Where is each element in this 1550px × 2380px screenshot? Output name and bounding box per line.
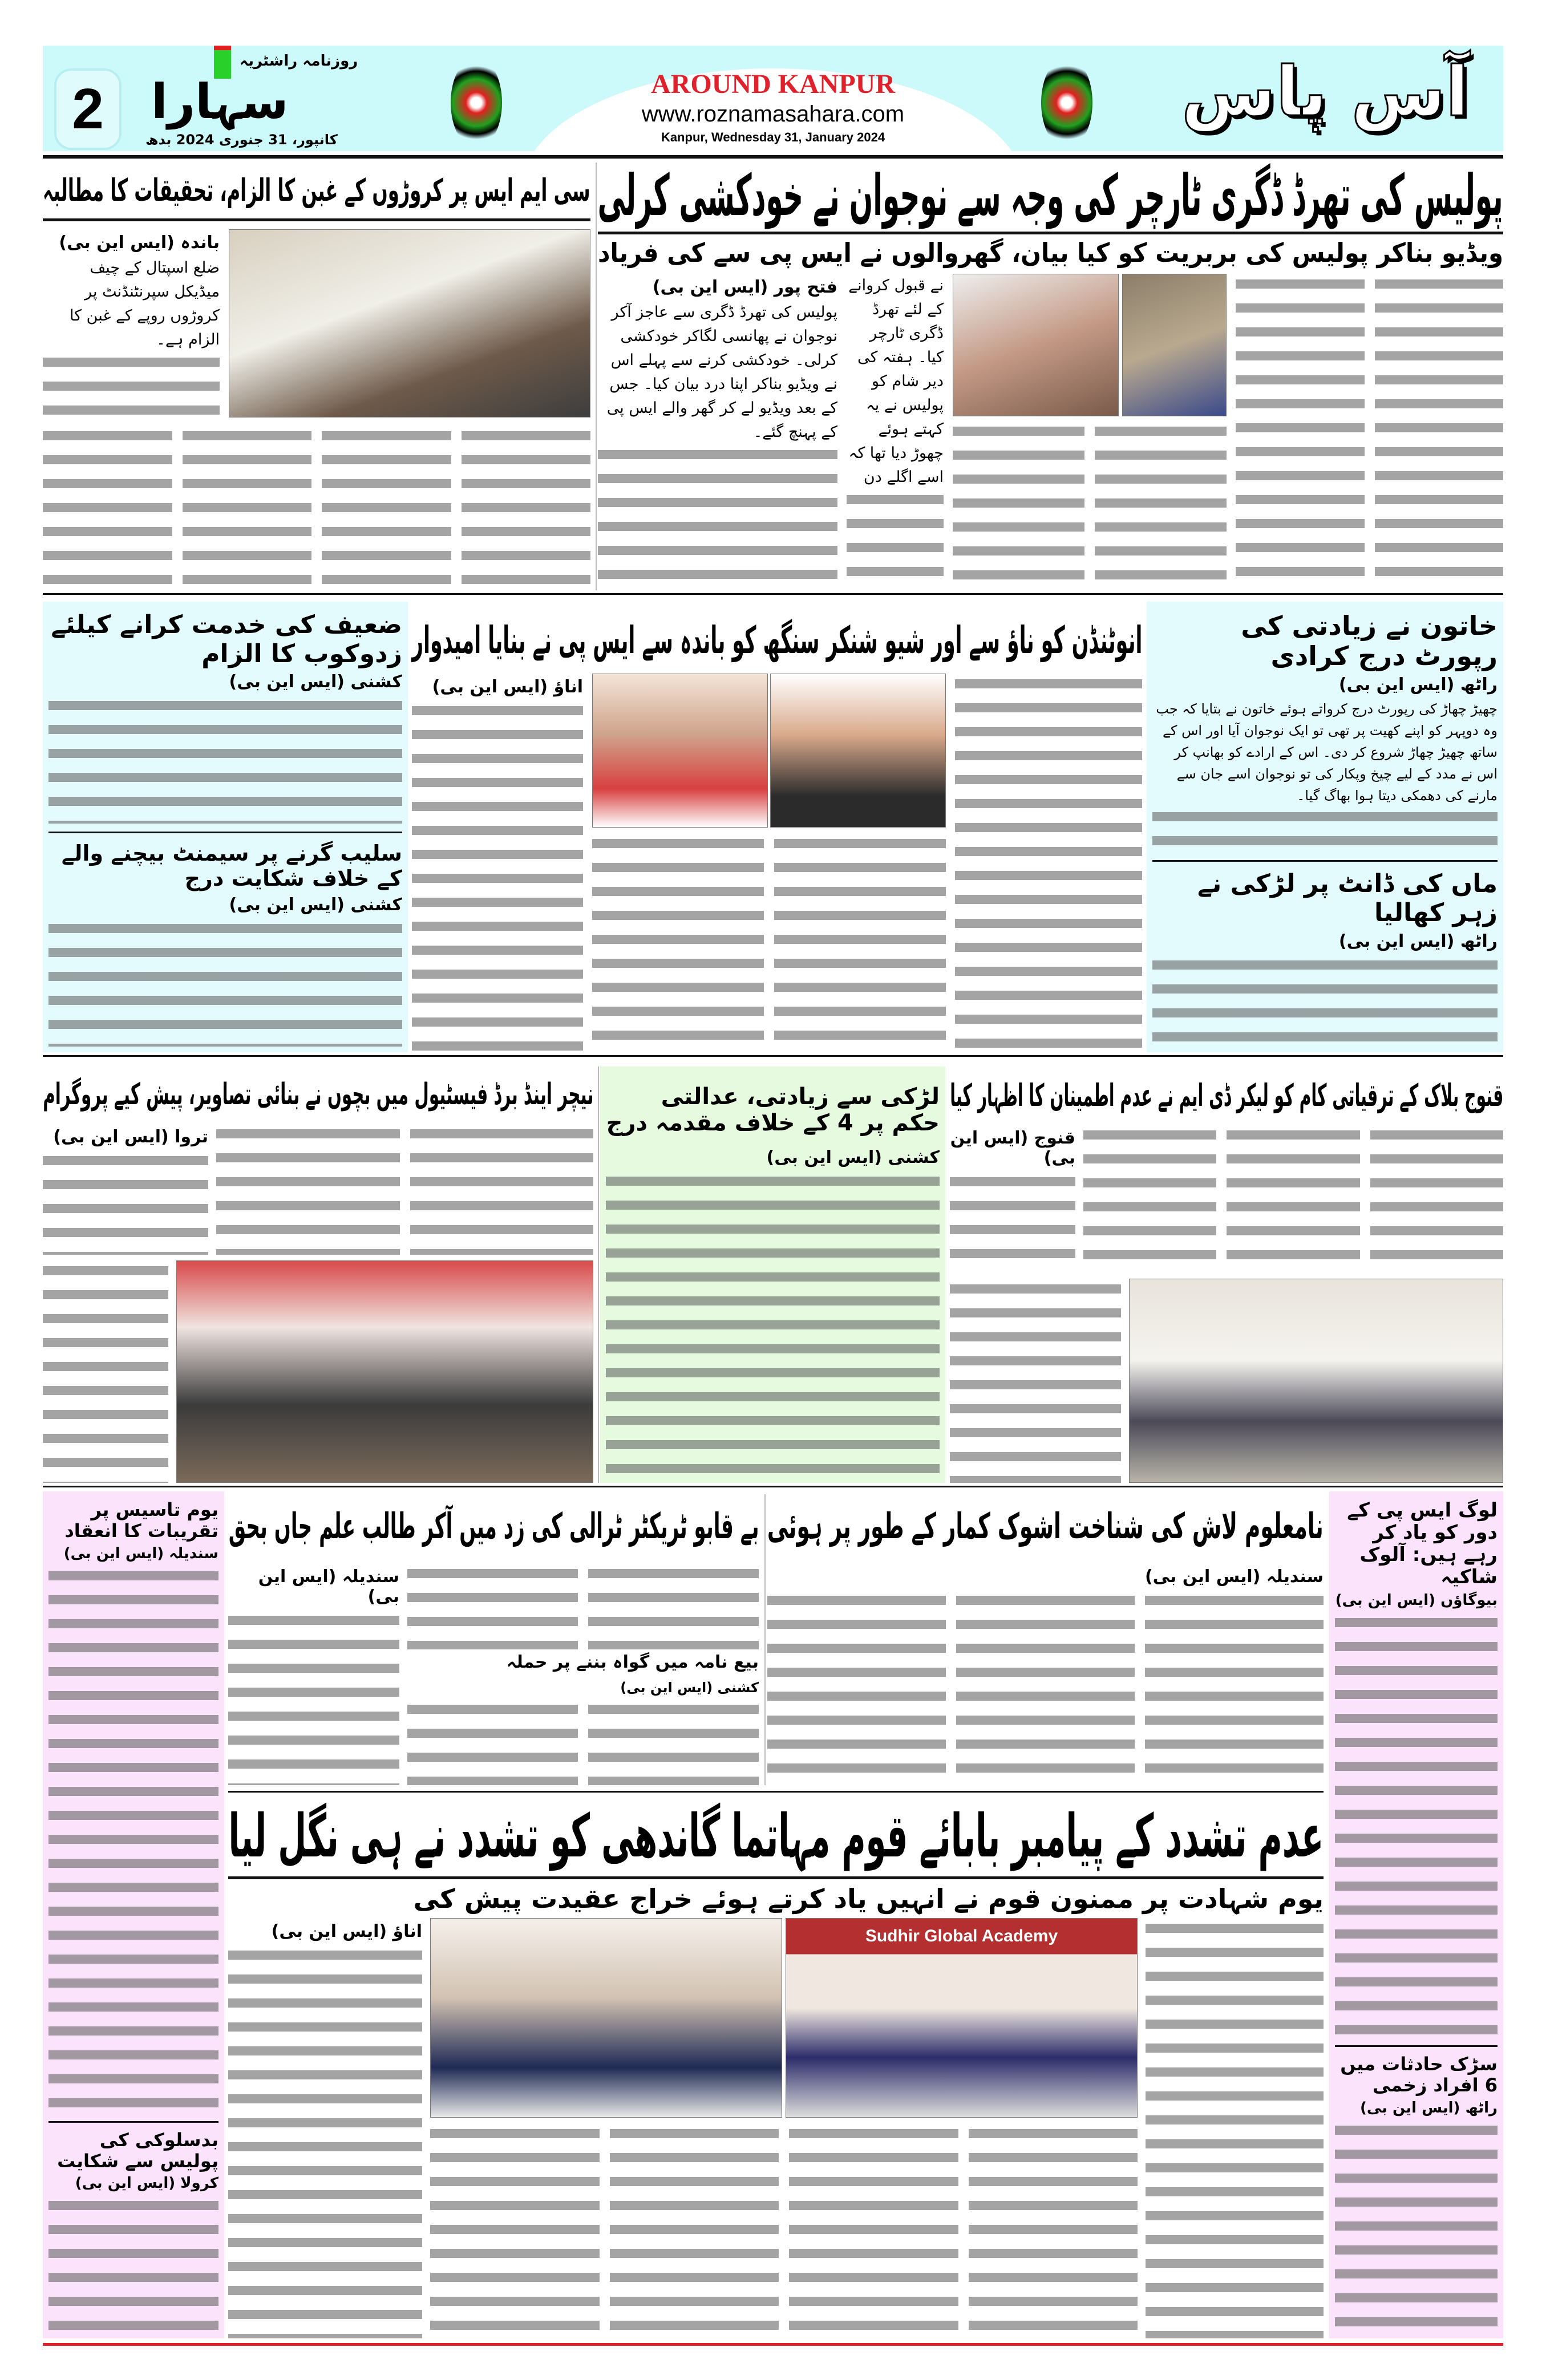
text-column bbox=[950, 1171, 1075, 1273]
text-column bbox=[462, 425, 591, 590]
text-column bbox=[606, 1171, 940, 1477]
dateline: سندیلہ (ایس این بی) bbox=[63, 1544, 218, 1562]
article-gandhi bbox=[228, 1797, 1324, 2338]
text-column bbox=[43, 1150, 208, 1255]
text-column bbox=[228, 1945, 422, 2338]
headline: خاتون نے زیادتی کی رپورٹ درج کرادی bbox=[1241, 610, 1498, 671]
masthead bbox=[43, 46, 1503, 151]
text-column bbox=[1375, 274, 1504, 590]
column-divider bbox=[596, 163, 597, 590]
text-column bbox=[407, 1563, 578, 1649]
article-text bbox=[1152, 955, 1498, 1047]
text-column bbox=[1370, 1125, 1503, 1273]
divider bbox=[1335, 2045, 1498, 2047]
headline: سڑک حادثات میں 6 افراد زخمی bbox=[1340, 2053, 1498, 2096]
article-text bbox=[1146, 1918, 1324, 2338]
article-body: نے قبول کروانے کے لئے تھرڈ ڈگری ٹارچر کیا۔ ہفتہ کی دیر شام کو پولیس نے یہ کہتے ہوئے چھوڑ دیا تھا کہ اسے اگلے دن bbox=[848, 276, 944, 486]
text-column bbox=[953, 421, 1084, 590]
text-column bbox=[43, 352, 220, 417]
article-text bbox=[43, 1260, 168, 1483]
article-text bbox=[953, 421, 1227, 590]
dateline: کشنی (ایس این بی) bbox=[229, 894, 402, 915]
section-title-en: AROUND KANPUR bbox=[651, 69, 895, 99]
dateline: اناؤ (ایس این بی) bbox=[432, 676, 583, 697]
award-ceremony-photo bbox=[176, 1260, 593, 1483]
headline: بدسلوکی کی پولیس سے شکایت bbox=[57, 2128, 218, 2172]
text-column bbox=[407, 1699, 578, 1785]
article-text bbox=[1335, 2120, 1498, 2333]
headline: قنوج بلاک کے ترقیاتی کام کو لیکر ڈی ایم نے عدم اطمینان کا اظہار کیا bbox=[949, 1077, 1503, 1113]
urdu-date: کانپور، 31 جنوری 2024 بدھ bbox=[145, 132, 338, 148]
footer-rule bbox=[43, 2343, 1503, 2346]
column-divider bbox=[764, 1494, 766, 1785]
headline: نیچر اینڈ برڈ فیسٹیول میں بچوں نے بنائی تصاویر، پیش کیے پروگرام bbox=[42, 1077, 593, 1112]
school-tribute-photo bbox=[786, 1918, 1138, 2118]
page-number: 2 bbox=[54, 68, 122, 150]
subheadline: یوم شہادت پر ممنون قوم نے انہیں یاد کرتے ہوئے خراج عقیدت پیش کی bbox=[413, 1883, 1324, 1914]
text-column bbox=[1145, 1590, 1324, 1785]
article-kannauj bbox=[950, 1067, 1503, 1483]
dateline: باندہ (ایس این بی) bbox=[59, 233, 220, 253]
headline: سلیب گرنے پر سیمنٹ بیچنے والے کے خلاف شکایت درج bbox=[61, 841, 402, 891]
dateline: اناؤ (ایس این بی) bbox=[271, 1921, 422, 1942]
text-column bbox=[610, 2123, 779, 2338]
text-column bbox=[767, 1590, 946, 1785]
dateline: سندیلہ (ایس این بی) bbox=[1144, 1567, 1324, 1587]
headline: پولیس کی تھرڈ ڈگری ٹارچر کی وجہ سے نوجوان نے خودکشی کرلی bbox=[597, 162, 1503, 229]
date-en: Kanpur, Wednesday 31, January 2024 bbox=[661, 130, 885, 144]
dateline: راٹھ (ایس این بی) bbox=[1338, 674, 1498, 695]
headline: لڑکی سے زیادتی، عدالتی حکم پر 4 کے خلاف مقدمہ درج bbox=[606, 1084, 940, 1136]
headline: عدم تشدد کے پیامبر بابائے قوم مہاتما گاندھی کو تشدد نے ہی نگل لیا bbox=[228, 1801, 1324, 1871]
headline: ضعیف کی خدمت کرانے کیلئے زدوکوب کا الزام bbox=[51, 610, 402, 668]
divider bbox=[228, 1791, 1324, 1793]
headline: یوم تاسیس پر تقریبات کا انعقاد bbox=[64, 1499, 218, 1542]
text-column bbox=[1335, 1612, 1498, 2038]
text-column bbox=[1236, 274, 1365, 590]
section-title-ur: آس پاس bbox=[1181, 52, 1469, 132]
text-column bbox=[183, 425, 312, 590]
article-text bbox=[407, 1563, 759, 1649]
school-banner-text: Sudhir Global Academy bbox=[865, 1927, 1058, 1946]
text-column bbox=[48, 1566, 218, 2114]
dateline: راٹھ (ایس این بی) bbox=[1359, 2099, 1498, 2117]
article-text bbox=[216, 1124, 593, 1255]
article-text bbox=[412, 700, 583, 1052]
article-festival bbox=[43, 1067, 593, 1483]
headline: ماں کی ڈانٹ پر لڑکی نے زہر کھالیا bbox=[1197, 869, 1498, 928]
text-column bbox=[1335, 2120, 1498, 2333]
divider bbox=[43, 593, 1503, 595]
sun-emblem-icon bbox=[1041, 57, 1092, 148]
article-text bbox=[407, 1699, 759, 1785]
police-badge-photo bbox=[1122, 274, 1227, 416]
text-column bbox=[48, 695, 402, 824]
text-column bbox=[847, 489, 944, 590]
text-column bbox=[789, 2123, 958, 2338]
divider bbox=[43, 1055, 1503, 1057]
website-link[interactable]: www.roznamasahara.com bbox=[641, 102, 905, 127]
text-column bbox=[1152, 806, 1498, 853]
text-column bbox=[216, 1124, 400, 1255]
article-tractor bbox=[228, 1494, 759, 1785]
text-column bbox=[592, 833, 764, 1052]
sidebar-right bbox=[1329, 1491, 1503, 2338]
article-text bbox=[950, 1279, 1121, 1483]
article-text bbox=[1152, 806, 1498, 853]
dateline: راٹھ (ایس این بی) bbox=[1338, 931, 1498, 951]
subheadline: ویڈیو بناکر پولیس کی بربریت کو کیا بیان، گھروالوں نے ایس پی سے کی فریاد bbox=[597, 237, 1503, 268]
text-column bbox=[322, 425, 451, 590]
article-body-identified bbox=[767, 1494, 1324, 1785]
group-photo bbox=[229, 229, 590, 417]
text-column bbox=[969, 2123, 1138, 2338]
dateline: قنوج (ایس این بی) bbox=[950, 1128, 1075, 1169]
article-text bbox=[43, 1150, 208, 1255]
dateline: کرولا (ایس این بی) bbox=[75, 2175, 218, 2192]
article-text bbox=[950, 1171, 1075, 1273]
text-column bbox=[228, 1610, 399, 1785]
column-divider bbox=[598, 1067, 599, 1483]
article-text bbox=[43, 352, 220, 417]
article-text bbox=[598, 444, 837, 590]
divider bbox=[48, 832, 402, 833]
article-text bbox=[1236, 274, 1503, 590]
article-elderly bbox=[43, 602, 408, 1052]
candidate-photo bbox=[592, 674, 768, 828]
dateline: تروا (ایس این بی) bbox=[53, 1126, 208, 1147]
article-text bbox=[1335, 1612, 1498, 2038]
text-column bbox=[430, 2123, 600, 2338]
article-text bbox=[767, 1590, 1324, 1785]
inner-headline: بیع نامہ میں گواہ بننے پر حملہ bbox=[506, 1652, 759, 1673]
text-column bbox=[1095, 421, 1227, 590]
logo-tagline: روزنامہ راشٹریہ bbox=[240, 52, 358, 70]
logo: سہارا bbox=[151, 74, 289, 129]
article-text bbox=[847, 489, 944, 590]
text-column bbox=[950, 1279, 1121, 1483]
article-suicide bbox=[598, 163, 1503, 590]
article-text bbox=[48, 695, 402, 824]
sun-emblem-icon bbox=[451, 57, 502, 148]
dateline: سندیلہ (ایس این بی) bbox=[258, 1567, 399, 1607]
article-text bbox=[592, 833, 946, 1052]
article-text bbox=[48, 1566, 218, 2114]
text-column bbox=[1083, 1125, 1216, 1273]
article-text bbox=[48, 918, 402, 1047]
article-sp-candidates bbox=[412, 602, 1142, 1052]
headline: لوگ ایس پی کے دور کو یاد کر رہے ہیں: آلوک شاکیہ bbox=[1347, 1499, 1498, 1589]
dateline: کشنی (ایس این بی) bbox=[766, 1148, 940, 1167]
divider bbox=[43, 218, 590, 221]
text-column bbox=[43, 1260, 168, 1483]
text-column bbox=[1146, 1918, 1324, 2338]
text-column bbox=[598, 444, 837, 590]
dateline: فتح پور (ایس این بی) bbox=[652, 277, 837, 297]
victim-photo bbox=[953, 274, 1119, 416]
divider bbox=[43, 1486, 1503, 1487]
article-text bbox=[955, 674, 1142, 1052]
text-column bbox=[412, 700, 583, 1052]
student-award-photo bbox=[430, 1918, 782, 2118]
article-body: پولیس کی تھرڈ ڈگری سے عاجز آکر نوجوان نے پھانسی لگاکر خودکشی کرلی۔ خودکشی کرنے سے پہلے اس نے ویڈیو بناکر اپنا درد بیان کیا۔ جس کے بعد ویڈیو لے کر گھر والے ایس پی کے پہنچ گئے۔ bbox=[606, 303, 837, 441]
article-body: ضلع اسپتال کے چیف میڈیکل سپرنٹنڈنٹ پر کروڑوں روپے کے غبن کا الزام ہے۔ bbox=[69, 259, 220, 349]
article-cms bbox=[43, 163, 590, 590]
text-column bbox=[588, 1563, 759, 1649]
article-body: چھیڑ چھاڑ کی رپورٹ درج کرواتے ہوئے خاتون نے بتایا کہ جب وہ دوپہر کو اپنے کھیت پر تھی تو ایک نوجوان آیا اور اس کے ساتھ چھیڑ چھاڑ شروع کر دی۔ اس کے ارادے کو بھانپ کر اس نے مدد کے لیے چیخ وپکار کی تو نوجوان اسے جان سے مارنے کی دھمکی دیتا ہوا بھاگ گیا۔ bbox=[1156, 700, 1498, 804]
text-column bbox=[1152, 955, 1498, 1047]
article-text bbox=[228, 1610, 399, 1785]
article-text bbox=[43, 425, 590, 590]
headline: سی ایم ایس پر کروڑوں کے غبن کا الزام، تحقیقات کا مطالبہ bbox=[43, 172, 590, 208]
article-rape-report bbox=[1147, 602, 1503, 1052]
candidate-photo bbox=[770, 674, 946, 828]
divider bbox=[43, 155, 1503, 159]
article-text bbox=[1083, 1125, 1503, 1273]
text-column bbox=[410, 1124, 594, 1255]
headline: انوٹنڈن کو ناؤ سے اور شیو شنکر سنگھ کو باندہ سے ایس پی نے بنایا امیدوار bbox=[411, 618, 1142, 662]
dateline: کشنی (ایس این بی) bbox=[620, 1679, 759, 1696]
divider bbox=[48, 2121, 218, 2123]
dateline: کشنی (ایس این بی) bbox=[229, 672, 402, 692]
text-column bbox=[774, 833, 946, 1052]
headline: نامعلوم لاش کی شناخت اشوک کمار کے طور پر ہوئی bbox=[767, 1505, 1324, 1547]
article-text bbox=[430, 2123, 1138, 2338]
article-text bbox=[228, 1945, 422, 2338]
meeting-photo bbox=[1129, 1279, 1503, 1483]
text-column bbox=[1227, 1125, 1359, 1273]
dateline: بیوگاؤں (ایس این بی) bbox=[1335, 1592, 1498, 1609]
text-column bbox=[43, 425, 172, 590]
divider bbox=[598, 232, 1503, 234]
text-column bbox=[48, 2195, 218, 2333]
article-text bbox=[48, 2195, 218, 2333]
text-column bbox=[588, 1699, 759, 1785]
divider bbox=[1152, 860, 1498, 862]
sidebar-left bbox=[43, 1491, 224, 2338]
text-column bbox=[955, 674, 1142, 1052]
article-court-order bbox=[600, 1067, 945, 1483]
text-column bbox=[956, 1590, 1135, 1785]
headline: بے قابو ٹریکٹر ٹرالی کی زد میں آکر طالب علم جاں بحق bbox=[228, 1505, 759, 1547]
article-text bbox=[606, 1171, 940, 1477]
text-column bbox=[48, 918, 402, 1047]
